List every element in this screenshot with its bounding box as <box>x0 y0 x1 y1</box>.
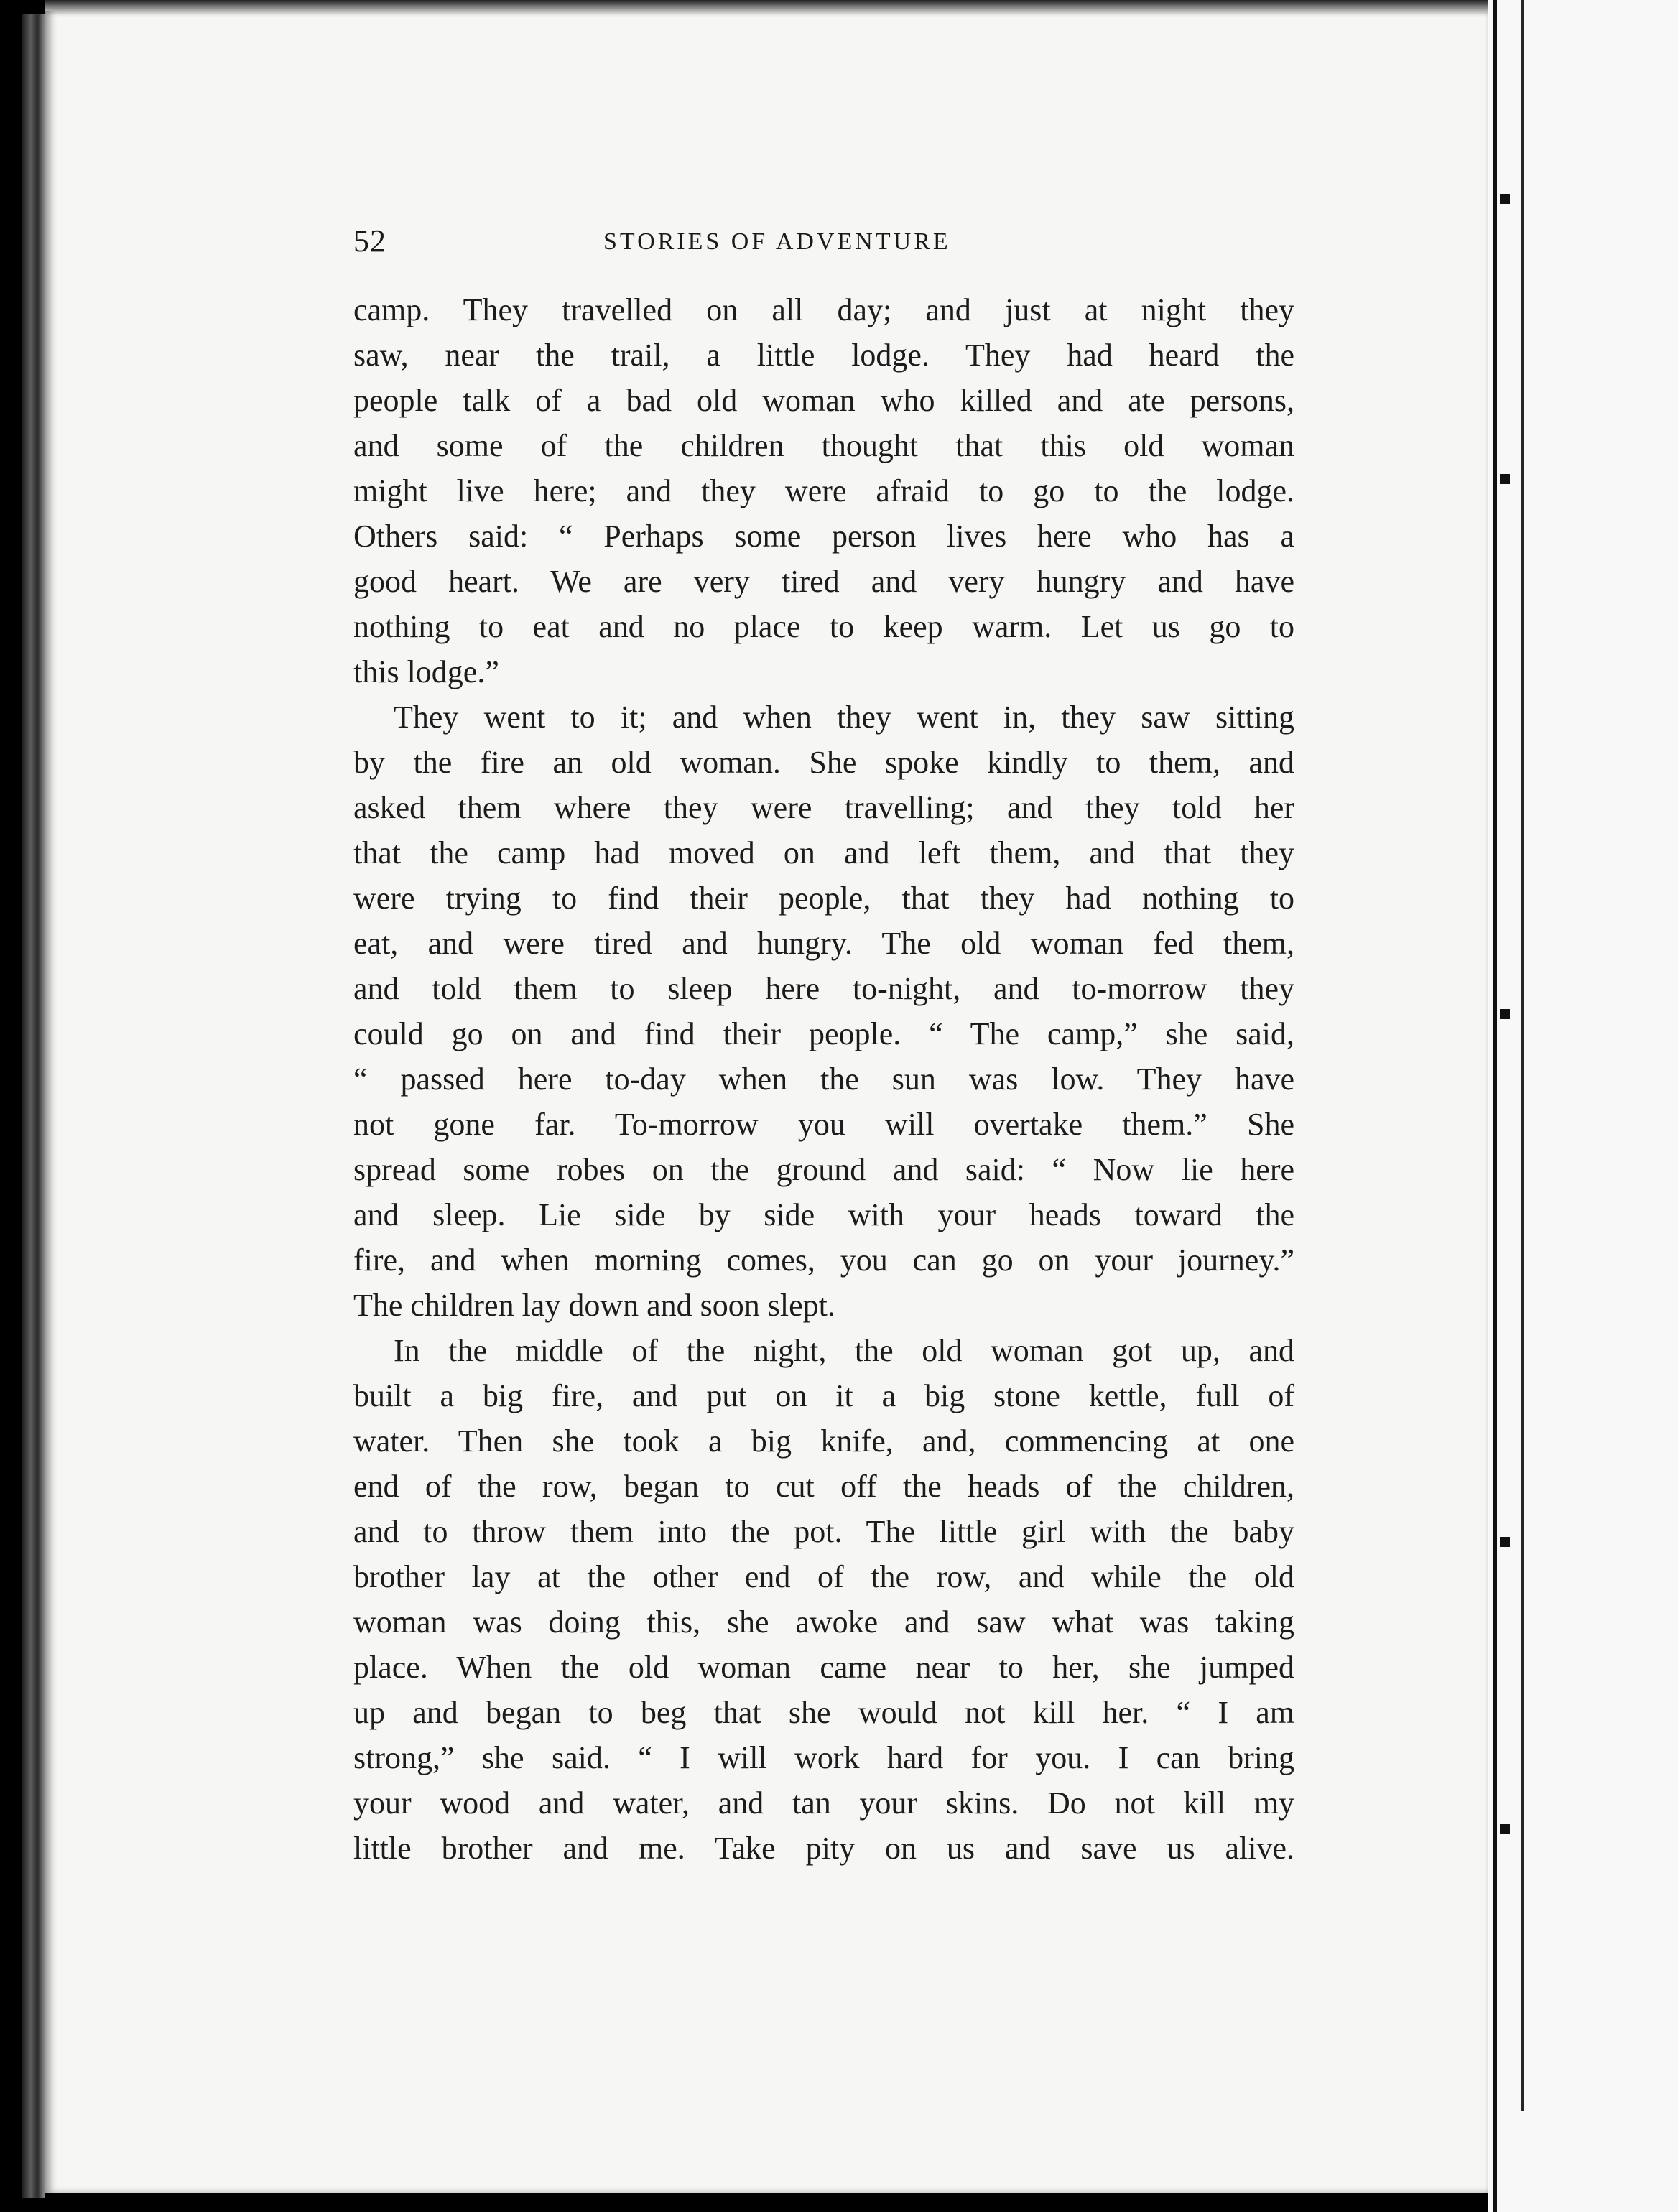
text-line: In the middle of the night, the old woman got up, and <box>394 1333 1294 1368</box>
edge-mark <box>1500 1537 1510 1547</box>
text-line: might live here; and they were afraid to go to the lodge. <box>353 473 1294 508</box>
text-line: by the fire an old woman. She spoke kindly to them, and <box>353 745 1294 780</box>
text-line: spread some robes on the ground and said: “ Now lie here <box>353 1152 1294 1187</box>
text-line: and to throw them into the pot. The little girl with the baby <box>353 1514 1294 1549</box>
text-line: and sleep. Lie side by side with your heads toward the <box>353 1197 1294 1232</box>
text-line: nothing to eat and no place to keep warm. Let us go to <box>353 609 1294 644</box>
text-line: eat, and were tired and hungry. The old woman fed them, <box>353 926 1294 961</box>
text-line: fire, and when morning comes, you can go on your journey.” <box>353 1242 1294 1278</box>
book-spine-edge <box>22 14 45 2198</box>
text-line: brother lay at the other end of the row, and while the old <box>353 1559 1294 1594</box>
text-line: They went to it; and when they went in, they saw sitting <box>394 700 1294 735</box>
text-line: The children lay down and soon slept. <box>353 1288 835 1323</box>
edge-mark <box>1500 1824 1510 1834</box>
text-line: were trying to find their people, that they had nothing to <box>353 880 1294 916</box>
text-line: and some of the children thought that this old woman <box>353 428 1294 463</box>
edge-mark <box>1500 474 1510 484</box>
text-line: Others said: “ Perhaps some person lives here who has a <box>353 519 1294 554</box>
text-line: good heart. We are very tired and very hungry and have <box>353 564 1294 599</box>
text-line: up and began to beg that she would not kill her. “ I am <box>353 1695 1294 1730</box>
text-line: asked them where they were travelling; and they told her <box>353 790 1294 825</box>
text-line: water. Then she took a big knife, and, commencing at one <box>353 1423 1294 1459</box>
page-top-shadow <box>45 0 1488 11</box>
text-line: camp. They travelled on all day; and just at night they <box>353 292 1294 327</box>
text-line: and told them to sleep here to-night, and to-morrow they <box>353 971 1294 1006</box>
text-line: end of the row, began to cut off the heads of the children, <box>353 1469 1294 1504</box>
edge-mark <box>1500 1009 1510 1019</box>
text-line: saw, near the trail, a little lodge. They had heard the <box>353 338 1294 373</box>
text-line: place. When the old woman came near to her, she jumped <box>353 1650 1294 1685</box>
right-edge-rule-inner <box>1521 0 1524 2111</box>
text-line: little brother and me. Take pity on us and save us alive. <box>353 1831 1294 1866</box>
text-line: woman was doing this, she awoke and saw what was taking <box>353 1604 1294 1640</box>
page-number: 52 <box>353 223 386 259</box>
running-head: STORIES OF ADVENTURE <box>603 228 951 255</box>
text-line: that the camp had moved on and left them, and that they <box>353 835 1294 870</box>
text-line: could go on and find their people. “ The camp,” she said, <box>353 1016 1294 1051</box>
text-line: strong,” she said. “ I will work hard for you. I can bring <box>353 1740 1294 1775</box>
right-scan-margin <box>1488 0 1678 2212</box>
body-text <box>353 287 1294 1871</box>
right-edge-rule <box>1493 0 1497 2212</box>
text-line: “ passed here to-day when the sun was low. They have <box>353 1061 1294 1097</box>
text-line: not gone far. To-morrow you will overtake them.” She <box>353 1107 1294 1142</box>
text-line: built a big fire, and put on it a big stone kettle, full of <box>353 1378 1294 1413</box>
text-line: your wood and water, and tan your skins. Do not kill my <box>353 1785 1294 1821</box>
text-line: this lodge.” <box>353 654 499 689</box>
page-header <box>353 223 1294 266</box>
edge-mark <box>1500 194 1510 204</box>
text-line: people talk of a bad old woman who killed and ate persons, <box>353 383 1294 418</box>
